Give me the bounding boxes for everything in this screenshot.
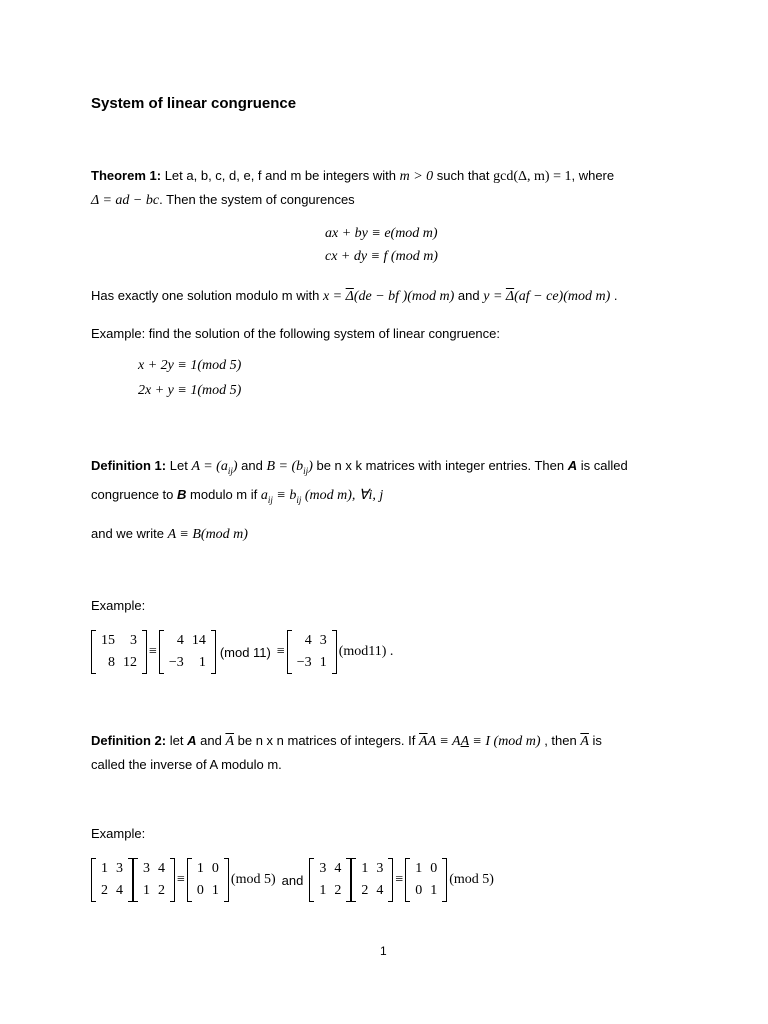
we-write-text: and we write — [91, 526, 164, 541]
y-solution-pre: y = — [483, 289, 506, 304]
definition-2-text-3: , then — [544, 733, 577, 748]
q2-cell: 2 — [361, 883, 369, 898]
q2-cell: 4 — [376, 883, 384, 898]
example-1-label: Example: find the solution of the following system of linear congruence: — [91, 326, 501, 341]
mod-11-formula: (mod11) . — [338, 644, 394, 659]
id2-cell: 1 — [430, 883, 438, 898]
id2-cell: 1 — [415, 861, 423, 876]
notation-formula: A ≡ B(mod m) — [167, 527, 248, 542]
y-solution-delta-bar: $\overline{\Delta}$ — [505, 289, 515, 304]
q1-cell: 3 — [319, 861, 327, 876]
m3-cell: 4 — [304, 633, 312, 648]
definition-1-text-2: be n x k matrices with integer entries. Then — [316, 458, 565, 473]
condition-mid: ≡ b — [272, 488, 297, 503]
definition-1-a: A — [567, 458, 578, 473]
matrix-1 — [91, 630, 147, 674]
m2-cell: 1 — [198, 655, 206, 670]
p2-cell: 3 — [143, 861, 150, 876]
m1-cell: 3 — [130, 633, 137, 648]
equiv-symbol: ≡ — [395, 872, 404, 887]
definition-1-text-3: is called — [580, 458, 628, 473]
id1-cell: 1 — [211, 883, 219, 898]
a-bar: $\overline{A}$ — [225, 734, 234, 749]
matrix-q2 — [351, 858, 393, 902]
definition-2-text-1: let — [169, 733, 184, 748]
q1-cell: 2 — [334, 883, 342, 898]
document-title: System of linear congruence — [91, 95, 297, 112]
example-1-eq-2: 2x + y ≡ 1(mod 5) — [138, 383, 242, 398]
condition-m: m > 0 — [399, 169, 434, 184]
matrix-3 — [287, 630, 337, 674]
p1-cell: 3 — [116, 861, 123, 876]
theorem-1-text-4: . Then the system of congurences — [159, 192, 355, 207]
p2-cell: 1 — [143, 883, 150, 898]
definition-2-label: Definition 2: — [91, 733, 167, 748]
theorem-1-text-3: , where — [571, 168, 615, 183]
example-2-label: Example: — [91, 598, 146, 613]
congruence-condition — [261, 488, 383, 503]
congruence-eq-2: cx + dy ≡ f (mod m) — [325, 249, 438, 264]
m3-cell: −3 — [296, 655, 312, 670]
q2-cell: 1 — [361, 861, 369, 876]
definition-2-text-2: be n x n matrices of integers. If — [237, 733, 416, 748]
theorem-1-label: Theorem 1: — [91, 168, 162, 183]
matrix-b-def-text: B = (b — [266, 459, 304, 474]
x-solution-post: (de − bf )(mod m) — [353, 289, 455, 304]
matrix-b-def — [267, 459, 313, 474]
example-3-and: and — [281, 872, 304, 888]
q1-cell: 1 — [319, 883, 327, 898]
definition-1-and: and — [241, 458, 263, 473]
condition-b-sub: ij — [296, 494, 302, 505]
m2-cell: −3 — [168, 655, 184, 670]
p2-cell: 4 — [158, 861, 165, 876]
inverse-a-underline: A — [460, 734, 469, 749]
matrix-a-def-text: A = (a — [191, 459, 228, 474]
matrix-2 — [159, 630, 216, 674]
theorem-1-text-2: such that — [436, 168, 490, 183]
inverse-condition — [419, 734, 541, 749]
id2-cell: 0 — [415, 883, 423, 898]
matrix-a-close: ) — [232, 459, 238, 474]
p1-cell: 2 — [101, 883, 108, 898]
definition-1-line2-text: congruence to — [91, 487, 174, 502]
condition-a: a — [260, 488, 268, 503]
m2-cell: 4 — [176, 633, 184, 648]
p2-cell: 2 — [158, 883, 165, 898]
definition-1-b: B — [177, 487, 187, 502]
a-bar-2: $\overline{A}$ — [580, 734, 589, 749]
x-solution-pre: x = — [322, 289, 346, 304]
definition-1-notation — [91, 526, 248, 543]
inverse-a-bar: $\overline{A}$ — [419, 734, 428, 749]
definition-1-line2-text-2: modulo m if — [190, 487, 258, 502]
theorem-1-text: Let a, b, c, d, e, f and m be integers with — [164, 168, 396, 183]
identity-1 — [187, 858, 229, 902]
definition-1-line2 — [91, 487, 383, 505]
example-1-eq-1: x + 2y ≡ 1(mod 5) — [138, 358, 242, 373]
definition-2-line1 — [91, 733, 602, 750]
theorem-1-solution — [91, 288, 618, 305]
solution-text: Has exactly one solution modulo m with — [91, 288, 320, 303]
p1-cell: 1 — [101, 861, 108, 876]
matrix-a-sub: ij — [227, 465, 233, 476]
condition-a-sub: ij — [267, 494, 273, 505]
matrix-a-def — [191, 459, 237, 474]
m2-cell: 14 — [191, 633, 206, 648]
definition-2-a: A — [187, 733, 197, 748]
definition-1-text-1: Let — [169, 458, 188, 473]
x-solution-delta-bar: $\overline{\Delta}$ — [345, 289, 354, 304]
condition-gcd: gcd(Δ, m) = 1 — [493, 169, 572, 184]
matrix-b-close: ) — [308, 459, 313, 474]
theorem-1-line1 — [91, 168, 614, 185]
m3-cell: 3 — [319, 633, 327, 648]
example-2-formula — [91, 630, 393, 674]
q2-cell: 3 — [376, 861, 384, 876]
y-solution-post: (af − ce)(mod m) — [514, 289, 611, 304]
m1-cell: 15 — [101, 633, 115, 648]
theorem-1-line2 — [91, 192, 355, 209]
equiv-symbol: ≡ — [177, 872, 185, 887]
definition-2-text-4: is — [592, 733, 602, 748]
id1-cell: 0 — [196, 883, 204, 898]
definition-2-and: and — [200, 733, 222, 748]
mod-5-text: (mod 5) — [230, 872, 276, 887]
matrix-q1 — [309, 858, 351, 902]
inverse-post: ≡ I (mod m) — [468, 734, 541, 749]
identity-2 — [405, 858, 447, 902]
id1-cell: 1 — [196, 861, 204, 876]
delta-definition: Δ = ad − bc — [91, 193, 160, 208]
example-3-formula — [91, 858, 494, 902]
p1-cell: 4 — [116, 883, 123, 898]
period: . — [613, 288, 618, 303]
id2-cell: 0 — [430, 861, 438, 876]
matrix-p1 — [91, 858, 133, 902]
matrix-b-sub: ij — [303, 465, 309, 476]
congruence-eq-1: ax + by ≡ e(mod m) — [325, 226, 438, 241]
matrix-p2 — [133, 858, 175, 902]
m1-cell: 8 — [108, 655, 115, 670]
m3-cell: 1 — [319, 655, 327, 670]
definition-1-label: Definition 1: — [91, 458, 167, 473]
equiv-symbol: ≡ — [149, 644, 157, 659]
id1-cell: 0 — [211, 861, 219, 876]
and-text: and — [457, 288, 480, 303]
m1-cell: 12 — [123, 655, 137, 670]
equiv-symbol: ≡ — [276, 644, 285, 659]
x-solution — [323, 289, 454, 304]
definition-2-line2: called the inverse of A modulo m. — [91, 757, 282, 772]
inverse-mid: A ≡ A — [427, 734, 461, 749]
definition-1-line1 — [91, 458, 628, 476]
example-3-label: Example: — [91, 826, 146, 841]
mod-11-text: (mod 11) — [219, 644, 271, 660]
y-solution — [483, 289, 610, 304]
mod-5-formula: (mod 5) — [449, 872, 494, 887]
condition-end: (mod m), ∀i, j — [301, 488, 384, 503]
q1-cell: 4 — [334, 861, 342, 876]
page-number: 1 — [380, 944, 387, 958]
